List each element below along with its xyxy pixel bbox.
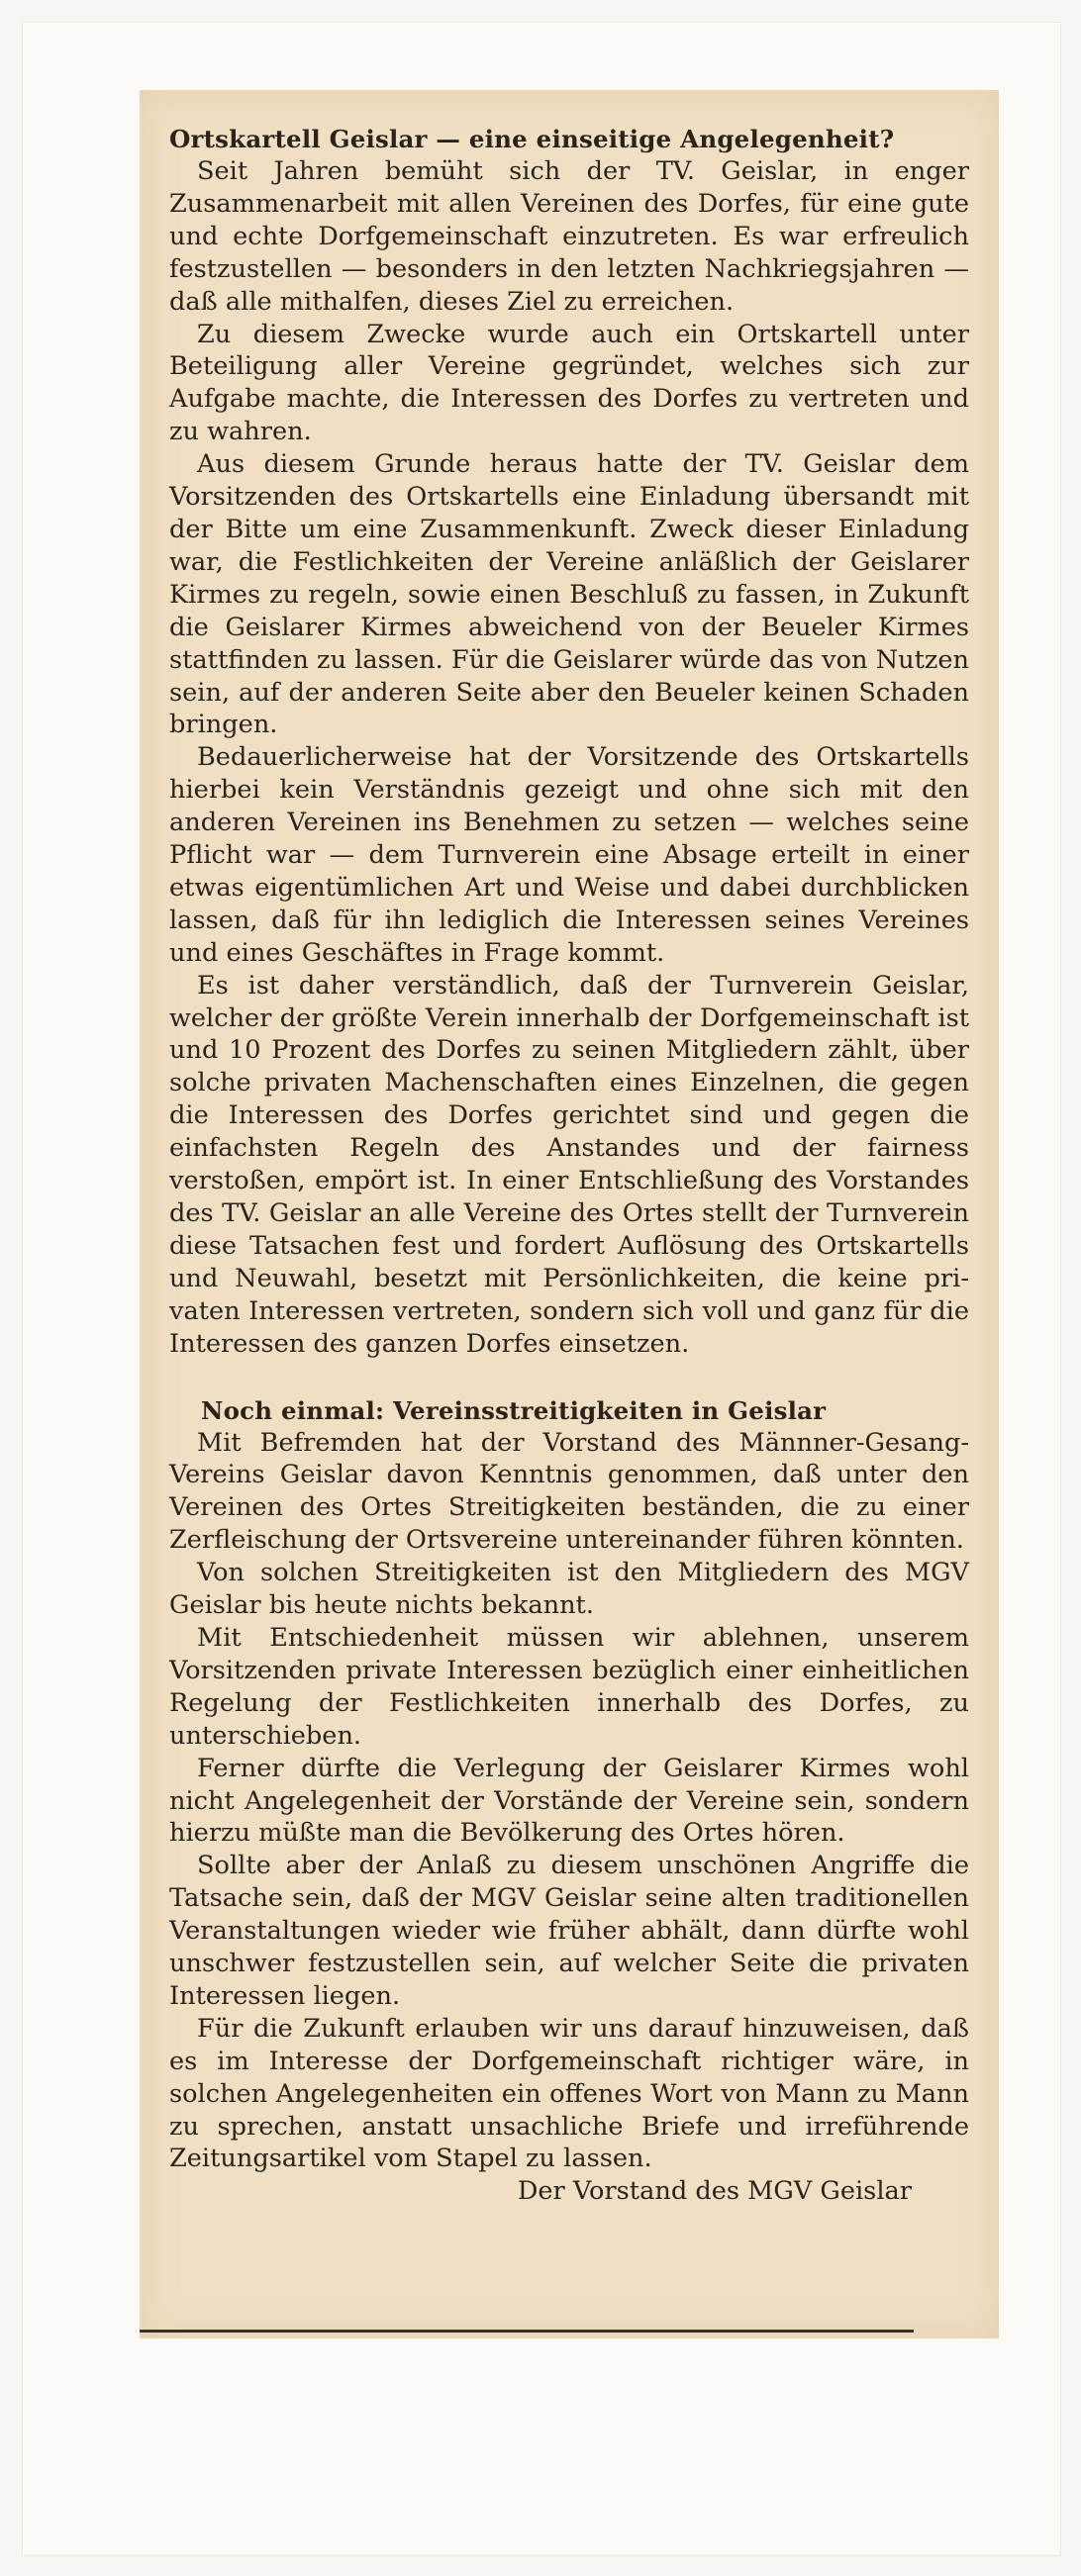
- article-1-paragraph-1: Seit Jahren bemüht sich der TV. Geislar, in enger Zusammenarbeit mit allen Vereinen des Dorfes, für eine gute und echte Dorfgemeinschaft einzutreten. Es war erfreulich festzustellen — besonders in den letzten Nachkriegsjahren — daß alle mithalfen, dieses Ziel zu erreichen.: [169, 156, 969, 317]
- scan-background: [22, 22, 1061, 2556]
- article-2-paragraph-6: Für die Zukunft erlauben wir uns darauf hinzuweisen, daß es im Interesse der Dorfgemeinschaft richtiger wäre, in solchen Angelegenheiten ein offenes Wort von Mann zu Mann zu sprechen, anstatt unsachliche Briefe und irreführende Zeitungsartikel vom Stapel zu lassen.: [169, 2013, 969, 2174]
- article-2-headline: Noch einmal: Vereinsstreitigkeiten in Geislar: [201, 1395, 827, 1425]
- article-2-paragraph-3: Mit Entschiedenheit müssen wir ablehnen, unserem Vorsitzenden private Interessen bezüglich einer einheitlichen Regelung der Festlichkeiten innerhalb des Dorfes, zu unterschieben.: [169, 1622, 969, 1751]
- article-1-paragraph-5: Es ist daher verständlich, daß der Turnverein Geislar, welcher der größte Verein innerhalb der Dorfgemeinschaft ist und 10 Prozent des Dorfes zu seinen Mitgliedern zählt, über solche privaten Machenschaften eines Einzelnen, die gegen die Interessen des Dorfes gerichtet sind und gegen die einfachsten Regeln des Anstandes und der fairness verstoßen, empört ist. In einer Entschließung des Vorstandes des TV. Geislar an alle Vereine des Ortes stellt der Turnverein diese Tatsachen fest und fordert Auflösung des Ortskartells und Neuwahl, besetzt mit Persönlichkeiten, die keine privaten Interessen vertreten, sondern sich voll und ganz für die Interessen des ganzen Dorfes einsetzen.: [169, 970, 969, 1359]
- clipping-content: [169, 123, 969, 2208]
- newspaper-clipping: [140, 90, 999, 2338]
- article-2-paragraph-2: Von solchen Streitigkeiten ist den Mitgliedern des MGV Geislar bis heute nichts bekannt.: [169, 1558, 969, 1621]
- article-1-paragraph-4: Bedauerlicherweise hat der Vorsitzende des Ortskartells hierbei kein Verständnis gezeigt und ohne sich mit den anderen Vereinen ins Benehmen zu setzen — welches seine Pflicht war — dem Turnverein eine Absage erteilt in einer etwas eigentümlichen Art und Weise und dabei durchblicken lassen, daß für ihn lediglich die Interessen seines Vereines und eines Geschäftes in Frage kommt.: [169, 742, 969, 968]
- article-2-signature: Der Vorstand des MGV Geislar: [517, 2176, 912, 2207]
- article-2-paragraph-5: Sollte aber der Anlaß zu diesem unschönen Angriffe die Tatsache sein, daß der MGV Geislar seine alten traditionellen Veranstaltungen wieder wie früher abhält, dann dürfte wohl unschwer festzustellen sein, auf welcher Seite die privaten Interessen liegen.: [169, 1851, 969, 2011]
- article-2-paragraph-4: Ferner dürfte die Verlegung der Geislarer Kirmes wohl nicht Angelegenheit der Vorstände der Vereine sein, sondern hierzu müßte man die Bevölkerung des Ortes hören.: [169, 1753, 969, 1849]
- article-1-paragraph-2: Zu diesem Zwecke wurde auch ein Ortskartell unter Beteiligung aller Vereine gegründet, welches sich zur Aufgabe machte, die Interessen des Dorfes zu vertreten und zu wahren.: [169, 319, 969, 447]
- bottom-rule: [140, 2330, 914, 2333]
- article-1-headline: Ortskartell Geislar — eine einseitige Angelegenheit?: [169, 125, 895, 153]
- article-1-paragraph-3: Aus diesem Grunde heraus hatte der TV. Geislar dem Vorsitzenden des Ortskartells eine Einladung übersandt mit der Bitte um eine Zusammenkunft. Zweck dieser Einladung war, die Festlichkeiten der Vereine anläßlich der Geislarer Kirmes zu regeln, sowie einen Beschluß zu fassen, in Zukunft die Geislarer Kirmes abweichend von der Beueler Kirmes stattfinden zu lassen. Für die Geislarer würde das von Nutzen sein, auf der anderen Seite aber den Beueler keinen Schaden bringen.: [169, 449, 969, 740]
- article-2-paragraph-1: Mit Befremden hat der Vorstand des Männner-Gesang-Vereins Geislar davon Kenntnis genommen, daß unter den Vereinen des Ortes Streitigkeiten beständen, die zu einer Zerfleischung der Ortsvereine untereinander führen könnten.: [169, 1427, 969, 1556]
